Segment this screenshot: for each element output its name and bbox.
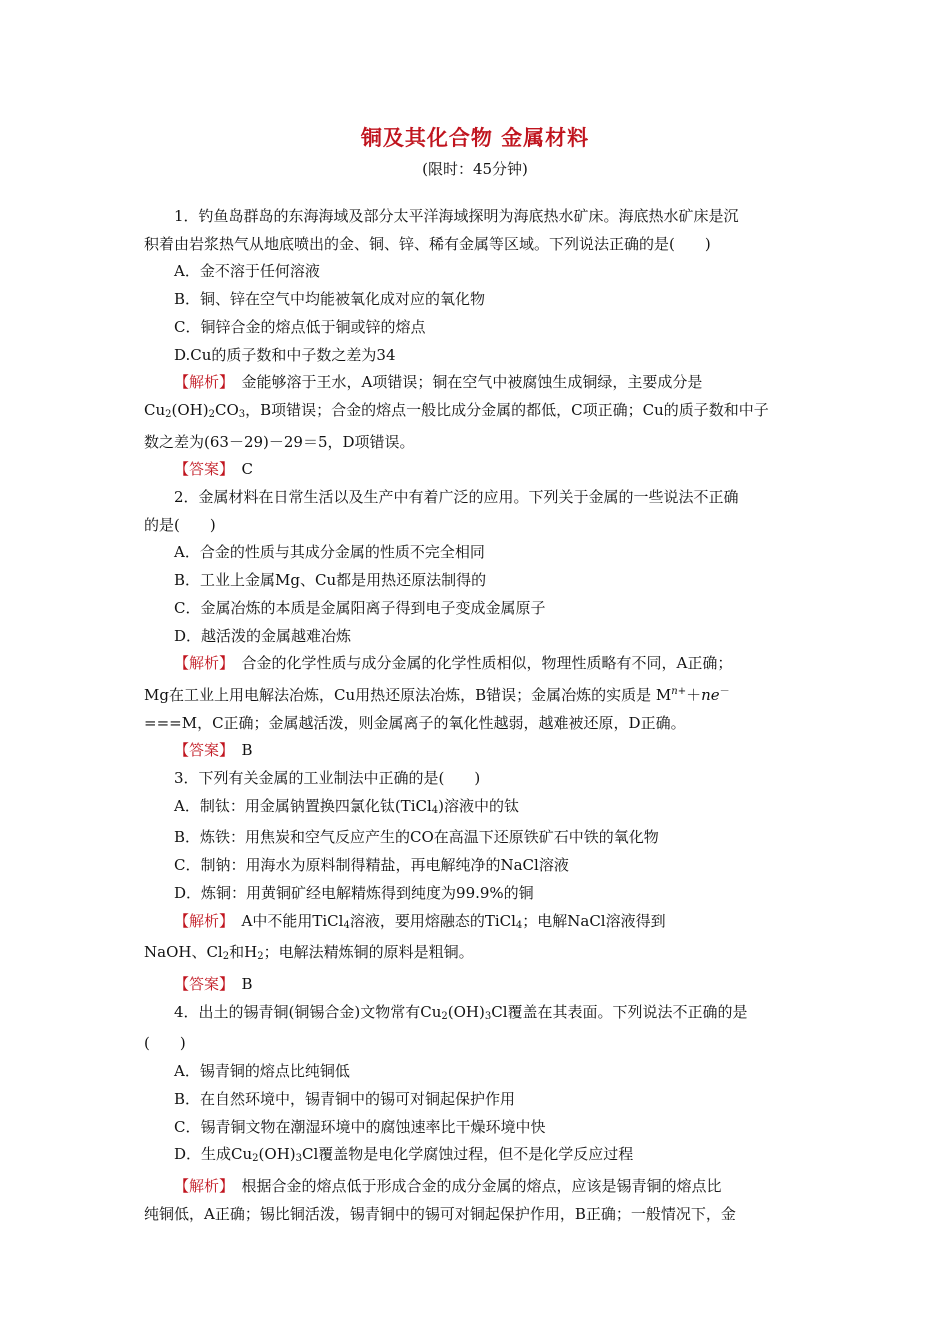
- q4-stem-frag: 4．出土的锡青铜(铜锡合金)文物常有Cu: [174, 1002, 442, 1021]
- q1-explanation-text1: 金能够溶于王水，A项错误；铜在空气中被腐蚀生成铜绿，主要成分是: [226, 373, 703, 392]
- q4-stem-frag: (OH): [447, 1002, 485, 1021]
- explanation-tag: 【解析】: [174, 373, 227, 392]
- q2-answer-value: B: [226, 741, 253, 760]
- q2-exp-sup: n+: [671, 685, 687, 697]
- explanation-tag: 【解析】: [174, 911, 227, 930]
- q2-option-b: B．工业上金属Mg、Cu都是用热还原法制得的: [174, 571, 487, 590]
- q1-exp-sub: 2: [165, 408, 172, 420]
- q1-explanation-line1: [144, 369, 809, 397]
- q2-exp-sup: －: [719, 685, 730, 697]
- q4-stem-sub: 3: [484, 1010, 492, 1022]
- q3-stem: 3．下列有关金属的工业制法中正确的是( ): [174, 769, 481, 788]
- q2-exp-frag: e: [710, 685, 720, 704]
- q3-opt-sub: 4: [431, 804, 439, 816]
- q3-option-a: [144, 793, 809, 825]
- q4-explanation-line1: [144, 1173, 809, 1201]
- answer-tag: 【答案】: [174, 741, 227, 760]
- q3-exp-frag: ；电解NaCl溶液得到: [522, 911, 666, 930]
- q3-option-c: C．制钠：用海水为原料制得精盐，再电解纯净的NaCl溶液: [174, 856, 569, 875]
- q1-exp-frag: Cu: [144, 400, 166, 419]
- q4-opt-frag: (OH): [258, 1145, 296, 1164]
- q3-answer-value: B: [226, 974, 253, 993]
- q1-option-a: A．金不溶于任何溶液: [174, 262, 320, 281]
- q1-answer-value: C: [226, 460, 253, 479]
- q2-answer: [144, 737, 809, 765]
- q3-explanation-line2: [144, 939, 809, 971]
- q3-exp-sub: 4: [343, 919, 350, 931]
- q3-exp-sub: 2: [222, 951, 230, 963]
- q4-option-b: B．在自然环境中，锡青铜中的锡可对铜起保护作用: [174, 1089, 516, 1108]
- q1-exp-frag: ，B项错误；合金的熔点一般比成分金属的都低，C项正确；Cu的质子数和中子: [245, 400, 769, 419]
- explanation-tag: 【解析】: [174, 654, 227, 673]
- q3-exp-sub: 2: [257, 951, 264, 963]
- q4-stem-sub: 2: [441, 1010, 448, 1022]
- q1-exp-sub: 2: [208, 408, 215, 420]
- q3-option-b: B．炼铁：用焦炭和空气反应产生的CO在高温下还原铁矿石中铁的氧化物: [174, 828, 659, 847]
- q4-stem-frag: Cl覆盖在其表面。下列说法不正确的是: [491, 1002, 748, 1021]
- answer-tag: 【答案】: [174, 460, 227, 479]
- q2-exp-frag: Mg在工业上用电解法冶炼，Cu用热还原法冶炼，B错误；金属冶炼的实质是 M: [144, 685, 672, 704]
- q3-exp-sub: 4: [515, 919, 523, 931]
- q2-option-a: A．合金的性质与其成分金属的性质不完全相同: [174, 543, 485, 562]
- content-body: [144, 203, 809, 1228]
- q2-option-d: D．越活泼的金属越难冶炼: [174, 626, 352, 645]
- q3-option-d: D．炼铜：用黄铜矿经电解精炼得到纯度为99.9%的铜: [174, 883, 534, 902]
- answer-tag: 【答案】: [174, 974, 227, 993]
- q4-option-a: A．锡青铜的熔点比纯铜低: [174, 1062, 350, 1081]
- q2-exp-frag: n: [701, 685, 711, 704]
- q2-explanation-line1: [144, 650, 809, 678]
- q4-stem-line1: [144, 999, 809, 1031]
- q4-opt-sub: 2: [252, 1153, 259, 1165]
- q1-exp-frag: (OH): [171, 400, 209, 419]
- q1-explanation-line3: 数之差为(63－29)－29＝5，D项错误。: [144, 432, 415, 451]
- q4-explanation-text1: 根据合金的熔点低于形成合金的成分金属的熔点，应该是锡青铜的熔点比: [226, 1176, 722, 1195]
- q1-exp-sub: 3: [238, 408, 246, 420]
- q4-option-d: [144, 1141, 809, 1173]
- q2-stem-line2: 的是( ): [144, 515, 216, 534]
- q1-explanation-line2: [144, 397, 809, 429]
- q1-option-c: C．铜锌合金的熔点低于铜或锌的熔点: [174, 317, 426, 336]
- page-title: 铜及其化合物 金属材料: [360, 125, 590, 150]
- q1-answer: [144, 456, 809, 484]
- time-limit: (限时：45分钟): [422, 160, 528, 178]
- q2-explanation-text1: 合金的化学性质与成分金属的化学性质相似，物理性质略有不同，A正确；: [226, 654, 733, 673]
- q3-opt-frag: )溶液中的钛: [438, 796, 519, 815]
- q4-opt-frag: Cl覆盖物是电化学腐蚀过程，但不是化学反应过程: [302, 1145, 634, 1164]
- q4-opt-frag: D．生成Cu: [174, 1145, 253, 1164]
- q4-option-c: C．锡青铜文物在潮湿环境中的腐蚀速率比干燥环境中快: [174, 1117, 546, 1136]
- q2-stem-line1: 2．金属材料在日常生活以及生产中有着广泛的应用。下列关于金属的一些说法不正确: [174, 488, 739, 507]
- q1-stem-line1: 1．钓鱼岛群岛的东海海域及部分太平洋海域探明为海底热水矿床。海底热水矿床是沉: [174, 207, 739, 225]
- q4-explanation-line2: 纯铜低，A正确；锡比铜活泼，锡青铜中的锡可对铜起保护作用，B正确；一般情况下，金: [144, 1204, 736, 1223]
- q3-exp-frag: A中不能用TiCl: [226, 911, 344, 930]
- q2-option-c: C．金属冶炼的本质是金属阳离子得到电子变成金属原子: [174, 598, 546, 617]
- q3-exp-frag: ；电解法精炼铜的原料是粗铜。: [263, 943, 474, 962]
- q3-exp-frag: NaOH、Cl: [144, 943, 223, 962]
- q2-explanation-line3: ===M，C正确；金属越活泼，则金属离子的氧化性越弱，越难被还原，D正确。: [144, 713, 686, 732]
- explanation-tag: 【解析】: [174, 1176, 227, 1195]
- q1-exp-frag: CO: [214, 400, 239, 419]
- q1-stem-line2: 积着由岩浆热气从地底喷出的金、铜、锌、稀有金属等区域。下列说法正确的是( ): [144, 234, 711, 253]
- q1-option-d: D.Cu的质子数和中子数之差为34: [174, 345, 396, 364]
- q1-option-b: B．铜、锌在空气中均能被氧化成对应的氧化物: [174, 290, 486, 309]
- q4-stem-line2: ( ): [144, 1034, 186, 1053]
- q3-answer: [144, 971, 809, 999]
- q3-exp-frag: 溶液，要用熔融态的TiCl: [349, 911, 516, 930]
- q3-opt-frag: A．制钛：用金属钠置换四氯化钛(TiCl: [174, 796, 432, 815]
- q2-explanation-line2: [144, 678, 809, 710]
- q3-exp-frag: 和H: [229, 943, 258, 962]
- q3-explanation-line1: [144, 908, 809, 940]
- q4-opt-sub: 3: [295, 1153, 303, 1165]
- q2-exp-frag: ＋: [686, 685, 702, 704]
